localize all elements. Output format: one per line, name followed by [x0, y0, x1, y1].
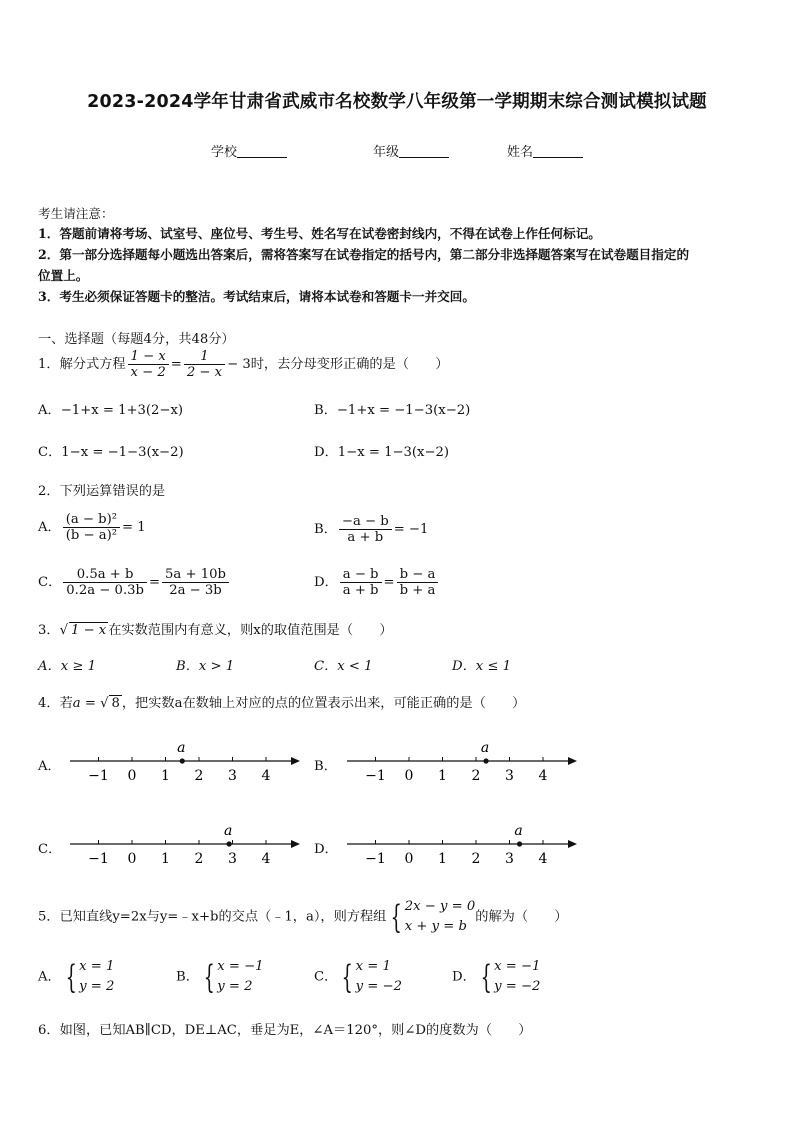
tick-label: 2: [194, 851, 204, 867]
point-a-marker: [227, 841, 232, 846]
tick-label: 1: [438, 768, 447, 784]
question-3: 3．√ 1 − x 在实数范围内有意义，则x的取值范围是（ ）: [38, 623, 393, 638]
page-title: 2023-2024学年甘肃省武威市名校数学八年级第一学期期末综合测试模拟试题: [87, 92, 707, 112]
q4-label-a: A．: [38, 759, 61, 774]
question-5: 5．已知直线y=2x与y=﹣x+b的交点（﹣1，a），则方程组 { 2x − y = 0 x + y = b 的解为（ ）: [38, 898, 568, 936]
question-4: 4．若a = √ 8 ，把实数a在数轴上对应的点的位置表示出来，可能正确的是（ ）: [38, 696, 526, 711]
point-a-label: a: [223, 823, 233, 839]
point-a-label: a: [177, 740, 186, 756]
point-a-marker: [180, 758, 185, 763]
number-line-2: [347, 740, 577, 784]
tick-label: 4: [261, 768, 271, 784]
q3-option-a: A．x ≥ 1: [38, 659, 96, 674]
tick-label: 3: [228, 768, 237, 784]
tick-label: 2: [194, 768, 204, 784]
q2-option-c: C． $\frac{0.5a + b}{0.2a - 0.3b}$ = $\frac{5a + 10b}{2a - 3b}$: [38, 567, 231, 598]
notice-item-3: 3．考生必须保证答题卡的整洁。考试结束后，请将本试卷和答题卡一并交回。: [38, 289, 475, 304]
tick-label: 2: [471, 851, 481, 867]
axis-arrow-icon: [568, 840, 577, 848]
point-a-marker: [517, 841, 522, 846]
q2-option-b: B． $\frac{-a - b}{a + b}$ = −1: [314, 514, 429, 545]
name-field[interactable]: 姓名: [507, 141, 583, 160]
tick-label: 3: [505, 851, 514, 867]
tick-label: −1: [88, 851, 109, 867]
notice-heading: 考生请注意：: [38, 206, 114, 221]
q5-option-b: B． { x = −1 y = 2: [176, 958, 264, 996]
tick-label: 4: [261, 851, 271, 867]
q2-option-d: D． $\frac{a - b}{a + b}$ = $\frac{b - a}{b + a}$: [314, 567, 440, 598]
tick-label: 2: [471, 768, 481, 784]
section-heading: 一、选择题（每题4分，共48分）: [38, 332, 235, 347]
tick-label: 1: [438, 851, 447, 867]
q4-label-c: C．: [38, 842, 62, 857]
tick-label: 0: [404, 851, 414, 867]
tick-label: −1: [88, 768, 109, 784]
sqrt-sign: √: [59, 623, 68, 638]
point-a-label: a: [480, 740, 490, 756]
tick-label: 4: [538, 851, 548, 867]
q2-option-a: A． $\frac{\text{(a − b)²}}{\text{(b − a)²}}$ = 1: [38, 512, 146, 543]
tick-label: 3: [505, 768, 514, 784]
fraction: $\frac{1}{2 - x}$: [184, 349, 225, 380]
tick-label: 0: [127, 768, 137, 784]
q1-option-d: D．1−x = 1−3(x−2): [314, 445, 450, 460]
q3-option-b: B．x > 1: [176, 659, 235, 674]
notice-item-2: 2．第一部分选择题每小题选出答案后，需将答案写在试卷指定的括号内，第二部分非选择题答案写在试卷题目指定的: [38, 247, 690, 262]
number-line-3: [70, 823, 300, 867]
q3-option-d: D．x ≤ 1: [452, 659, 512, 674]
school-field[interactable]: 学校: [211, 141, 287, 160]
tick-label: 0: [127, 851, 137, 867]
tick-label: 1: [161, 768, 170, 784]
q5-option-d: D． { x = −1 y = −2: [452, 958, 541, 996]
q5-option-c: C． { x = 1 y = −2: [314, 958, 402, 996]
tick-label: −1: [365, 851, 386, 867]
grade-field[interactable]: 年级: [373, 141, 449, 160]
axis-arrow-icon: [291, 757, 300, 765]
q1-option-c: C．1−x = −1−3(x−2): [38, 445, 184, 460]
q5-option-a: A． { x = 1 y = 2: [38, 958, 115, 996]
q3-option-c: C．x < 1: [314, 659, 373, 674]
point-a-label: a: [514, 823, 523, 839]
question-6: 6．如图，已知AB∥CD，DE⊥AC，垂足为E，∠A＝120°，则∠D的度数为（ ）: [38, 1023, 532, 1038]
q1-option-b: B．−1+x = −1−3(x−2): [314, 403, 471, 418]
tick-label: 4: [538, 768, 548, 784]
axis-arrow-icon: [291, 840, 300, 848]
notice-item-2b: 位置上。: [38, 268, 89, 283]
fraction: $\frac{1 - x}{x - 2}$: [128, 349, 169, 380]
q4-label-b: B．: [314, 759, 337, 774]
question-2: 2．下列运算错误的是: [38, 484, 166, 499]
tick-label: 3: [228, 851, 237, 867]
question-1: 1．解分式方程 $\frac{1 - x}{x - 2}$ = $\frac{1}{2 - x}$ − 3时，去分母变形正确的是（ ）: [38, 349, 449, 380]
tick-label: −1: [365, 768, 386, 784]
q4-label-d: D．: [314, 842, 338, 857]
q1-option-a: A．−1+x = 1+3(2−x): [38, 403, 184, 418]
axis-arrow-icon: [568, 757, 577, 765]
notice-item-1: 1．答题前请将考场、试室号、座位号、考生号、姓名写在试卷密封线内，不得在试卷上作任何标记。: [38, 226, 601, 241]
point-a-marker: [483, 758, 488, 763]
number-line-1: [70, 740, 300, 784]
tick-label: 0: [404, 768, 414, 784]
tick-label: 1: [161, 851, 170, 867]
number-line-4: [347, 823, 577, 867]
